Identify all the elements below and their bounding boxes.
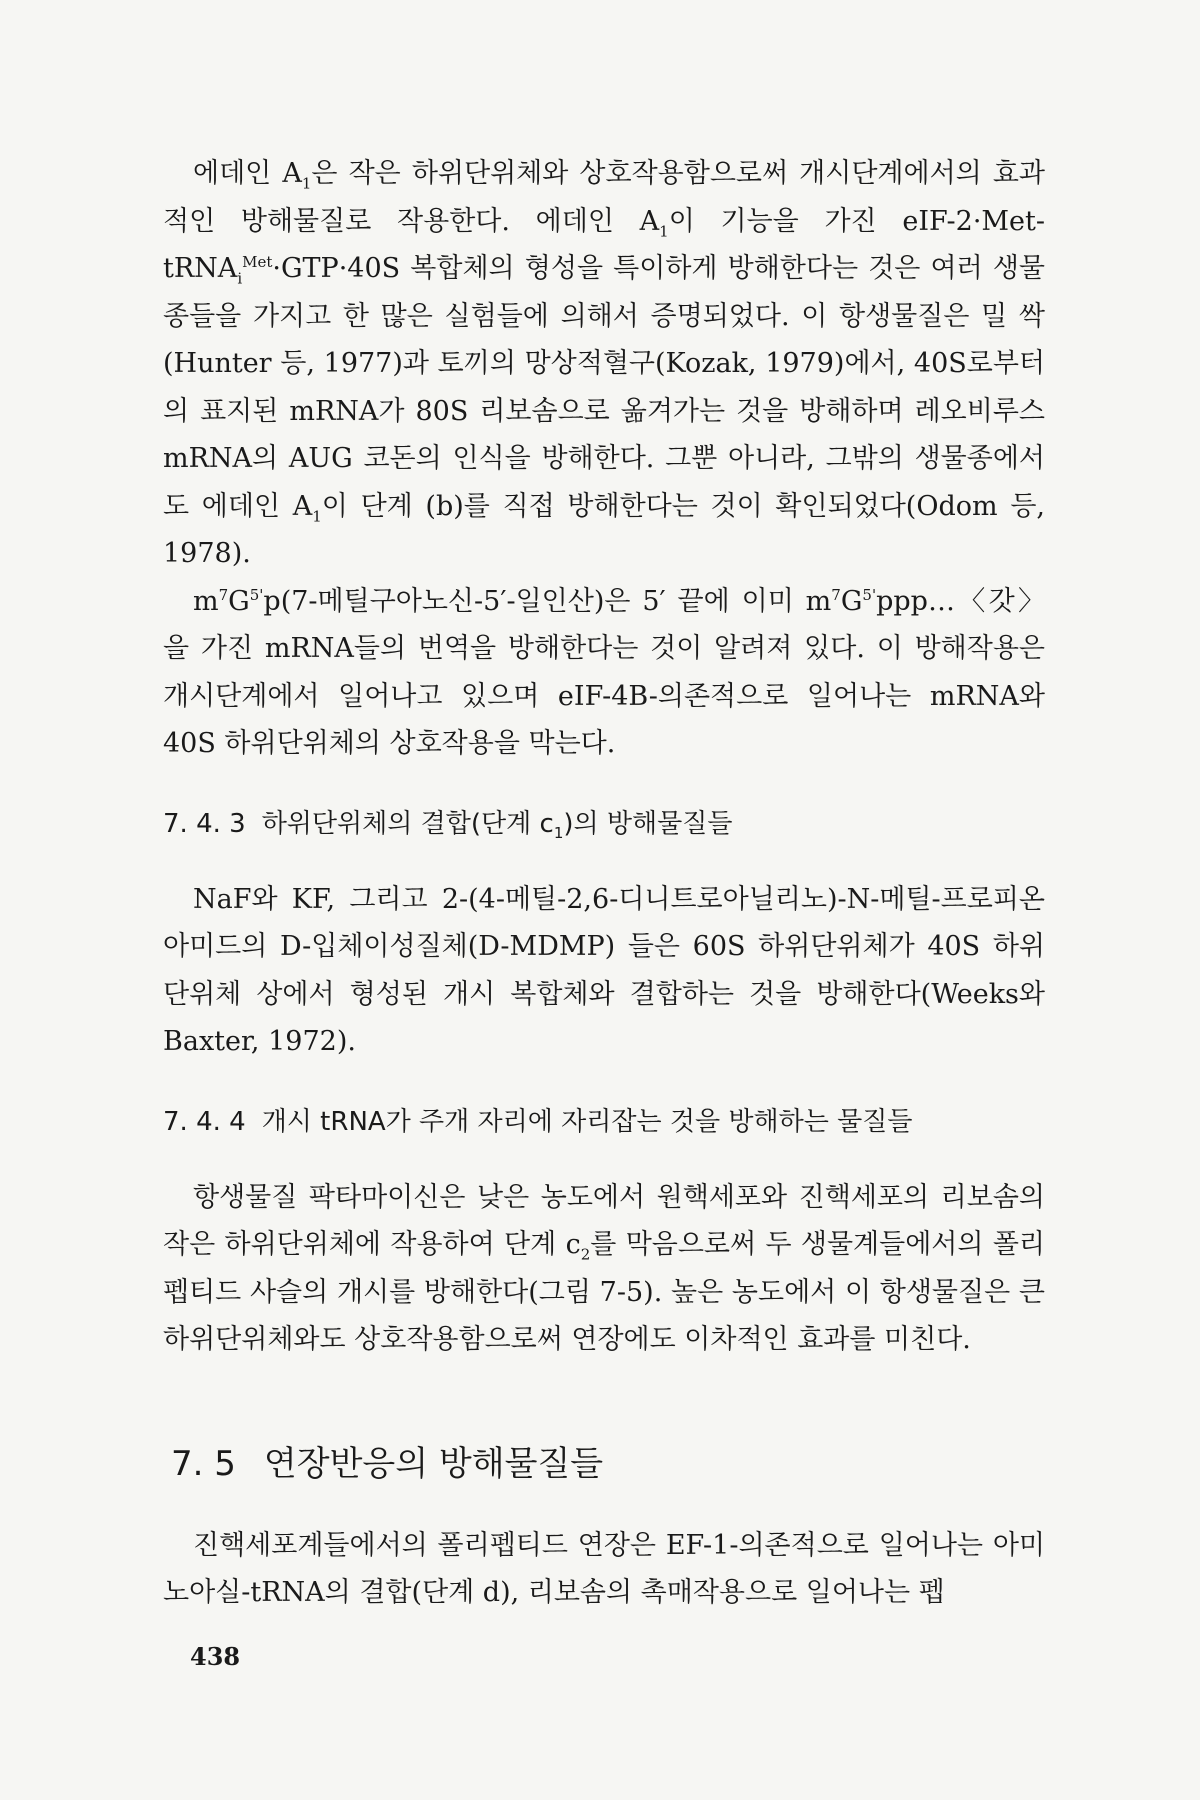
- page-number: 438: [190, 1642, 241, 1671]
- text-run: 은 작은 하위단위체와 상호작용함으로써 개시단계에서의 효과적인 방해물질로 작용한다. 에데인 A: [163, 158, 1045, 237]
- superscript: 7: [831, 585, 841, 604]
- superscript: 5': [249, 585, 264, 604]
- subscript: 1: [301, 174, 312, 193]
- subscript: 2: [580, 1245, 591, 1264]
- page-content: [163, 150, 1045, 1617]
- superscript: 7: [218, 585, 229, 604]
- text-run: 를 막음으로써 두 생물계들에서의 폴리펩티드 사슬의 개시를 방해한다(그림 7-5). 높은 농도에서 이 항생물질은 큰 하위단위체와도 상호작용함으로써 연장에도 이차적인 효과를 미친다.: [163, 1229, 1045, 1355]
- paragraph-naf-kf: NaF와 KF, 그리고 2-(4-메틸-2,6-디니트로아닐리노)-N-메틸-프로피온아미드의 D-입체이성질체(D-MDMP) 들은 60S 하위단위체가 40S 하위단위체 상에서 형성된 개시 복합체와 결합하는 것을 방해한다(Weeks와 Baxter, 1972).: [163, 883, 1045, 1057]
- text-run: 에데인 A: [193, 158, 302, 189]
- subscript: 1: [312, 506, 322, 525]
- text-run: 항생물질 팍타마이신은 낮은 농도에서 원핵세포와 진핵세포의 리보솜의 작은 하위단위체에 작용하여 단계 c: [163, 1181, 1045, 1260]
- paragraph-pactamycin: [163, 1174, 1045, 1364]
- superscript: Met: [242, 253, 273, 271]
- section-heading-7-5: [171, 1442, 1045, 1486]
- paragraph-edeine: [163, 150, 1045, 578]
- section-title: 연장반응의 방해물질들: [263, 1443, 604, 1484]
- section-title-part: 하위단위체의 결합(단계 c: [261, 808, 554, 839]
- text-run: G: [840, 585, 863, 617]
- text-run: 이 기능을 가진 eIF-2·Met-tRNA: [163, 205, 1046, 284]
- text-run: G: [228, 585, 250, 617]
- section-title-subscript: 1: [553, 823, 564, 842]
- subscript: 1: [659, 221, 669, 240]
- text-run: 이 단계 (b)를 직접 방해한다는 것이 확인되었다(Odom 등, 1978).: [163, 490, 1045, 569]
- section-heading-7-4-4: [163, 1104, 1045, 1140]
- paragraph-m7gp: [163, 578, 1045, 768]
- section-number: 7. 4. 4: [163, 1106, 246, 1137]
- paragraph-elongation: 진핵세포계들에서의 폴리펩티드 연장은 EF-1-의존적으로 일어나는 아미노아실-tRNA의 결합(단계 d), 리보솜의 촉매작용으로 일어나는 펩: [163, 1529, 1045, 1608]
- superscript: 5': [862, 585, 877, 604]
- text-run: p(7-메틸구아노신-5′-일인산)은 5′ 끝에 이미 m: [263, 585, 832, 617]
- text-run: m: [193, 585, 219, 617]
- subscript: i: [237, 269, 243, 288]
- section-number: 7. 5: [171, 1443, 236, 1484]
- section-title: 개시 tRNA가 주개 자리에 자리잡는 것을 방해하는 물질들: [261, 1106, 913, 1137]
- text-run: ppp…〈갓〉을 가진 mRNA들의 번역을 방해한다는 것이 알려져 있다. 이 방해작용은 개시단계에서 일어나고 있으며 eIF-4B-의존적으로 일어나는 mRNA와 40S 하위단위체의 상호작용을 막는다.: [163, 585, 1045, 759]
- section-number: 7. 4. 3: [163, 808, 246, 839]
- text-run: ·GTP·40S 복합체의 형성을 특이하게 방해한다는 것은 여러 생물종들을 가지고 한 많은 실험들에 의해서 증명되었다. 이 항생물질은 밀 싹(Hunter 등, 1977)과 토끼의 망상적혈구(Kozak, 1979)에서, 40S로부터의 표지된 mRNA가 80S 리보솜으로 옮겨가는 것을 방해하며 레오비루스 mRNA의 AUG 코돈의 인식을 방해한다. 그뿐 아니라, 그밖의 생물종에서도 에데인 A: [163, 253, 1045, 522]
- section-title-part: )의 방해물질들: [563, 808, 733, 839]
- section-heading-7-4-3: [163, 806, 1045, 842]
